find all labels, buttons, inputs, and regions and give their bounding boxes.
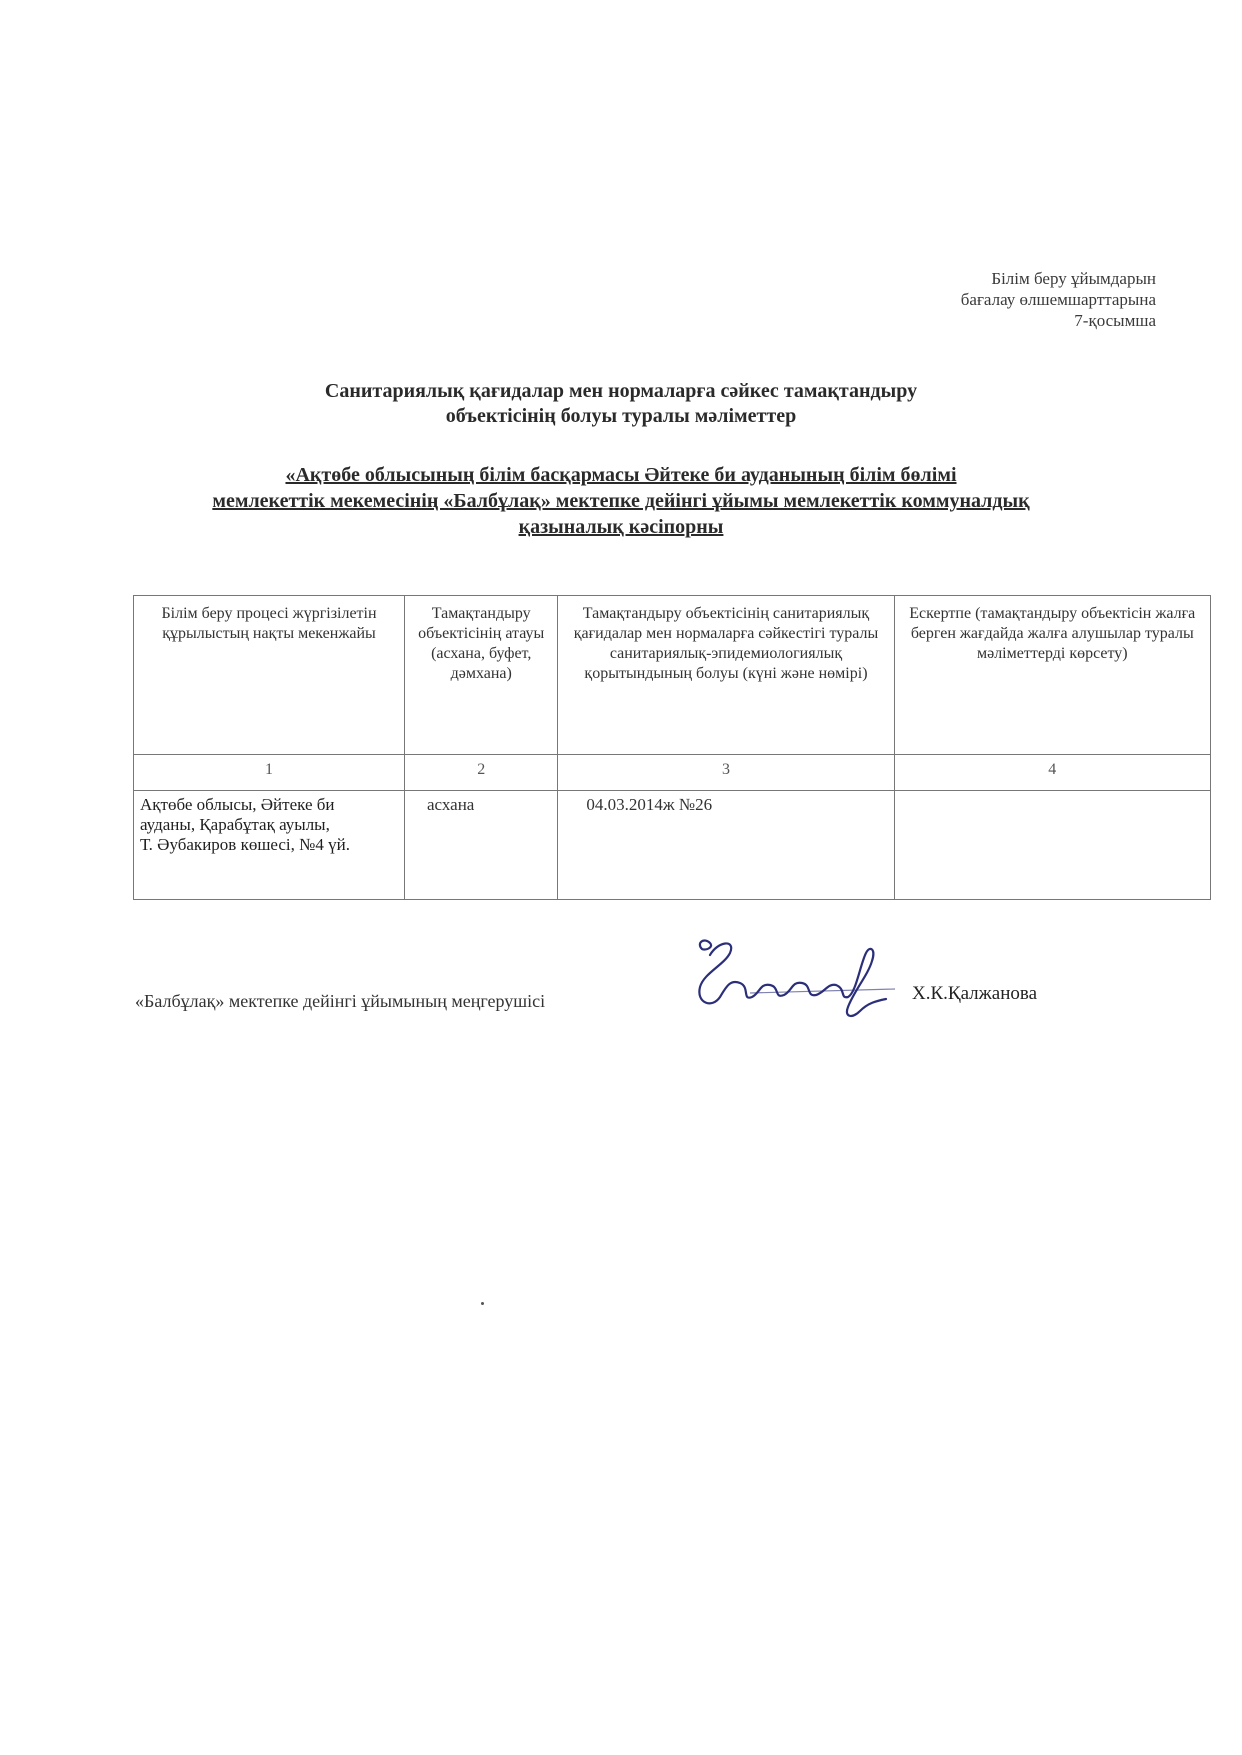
organization-line-3: қазыналық кәсіпорны: [518, 516, 724, 538]
table-row: [134, 791, 1211, 900]
column-number-1: 1: [134, 755, 405, 791]
title-line-2: объектісінің болуы туралы мәліметтер: [445, 405, 797, 427]
data-table: [133, 595, 1211, 900]
document-title: [0, 379, 1242, 429]
title-line-1: Санитариялық қағидалар мен нормаларға сәйкес тамақтандыру: [324, 380, 918, 402]
scan-speck: [481, 1302, 484, 1305]
signatory-position: «Балбұлақ» мектепке дейінгі ұйымының меңгерушісі: [135, 991, 546, 1011]
organization-name: [0, 462, 1242, 540]
column-number-3: 3: [558, 755, 894, 791]
annex-reference: [756, 268, 1156, 331]
organization-line-2: мемлекеттік мекемесінің «Балбұлақ» мектепке дейінгі ұйымы мемлекеттік коммуналдық: [212, 490, 1030, 512]
column-number-2: 2: [405, 755, 558, 791]
annex-line-2: бағалау өлшемшарттарына: [960, 290, 1156, 309]
header-address: Білім беру процесі жүргізілетін құрылыстың нақты мекенжайы: [134, 596, 405, 755]
header-sanitary-conclusion: Тамақтандыру объектісінің санитариялық қағидалар мен нормаларға сәйкестігі туралы санитариялық-эпидемиологиялық қорытындының болуы (күні және нөмірі): [558, 596, 894, 755]
handwritten-signature: [690, 935, 900, 1025]
column-number-4: 4: [894, 755, 1210, 791]
cell-conclusion: 04.03.2014ж №26: [558, 791, 894, 900]
header-note: Ескертпе (тамақтандыру объектісін жалға берген жағдайда жалға алушылар туралы мәліметтерді көрсету): [894, 596, 1210, 755]
address-line-3: Т. Әубакиров көшесі, №4 үй.: [140, 835, 350, 854]
cell-facility: асхана: [405, 791, 558, 900]
cell-address: [134, 791, 405, 900]
column-number-row: [134, 755, 1211, 791]
organization-line-1: «Ақтөбе облысының білім басқармасы Әйтеке би ауданының білім бөлімі: [285, 464, 957, 486]
header-facility-name: Тамақтандыру объектісінің атауы (асхана, буфет, дәмхана): [405, 596, 558, 755]
table-header-row: [134, 596, 1211, 755]
annex-line-1: Білім беру ұйымдарын: [991, 269, 1156, 288]
address-line-1: Ақтөбе облысы, Әйтеке би: [140, 795, 335, 814]
address-line-2: ауданы, Қарабұтақ ауылы,: [140, 815, 330, 834]
annex-line-3: 7-қосымша: [1074, 311, 1156, 330]
cell-note: [894, 791, 1210, 900]
signatory-name: Х.К.Қалжанова: [912, 983, 1038, 1004]
